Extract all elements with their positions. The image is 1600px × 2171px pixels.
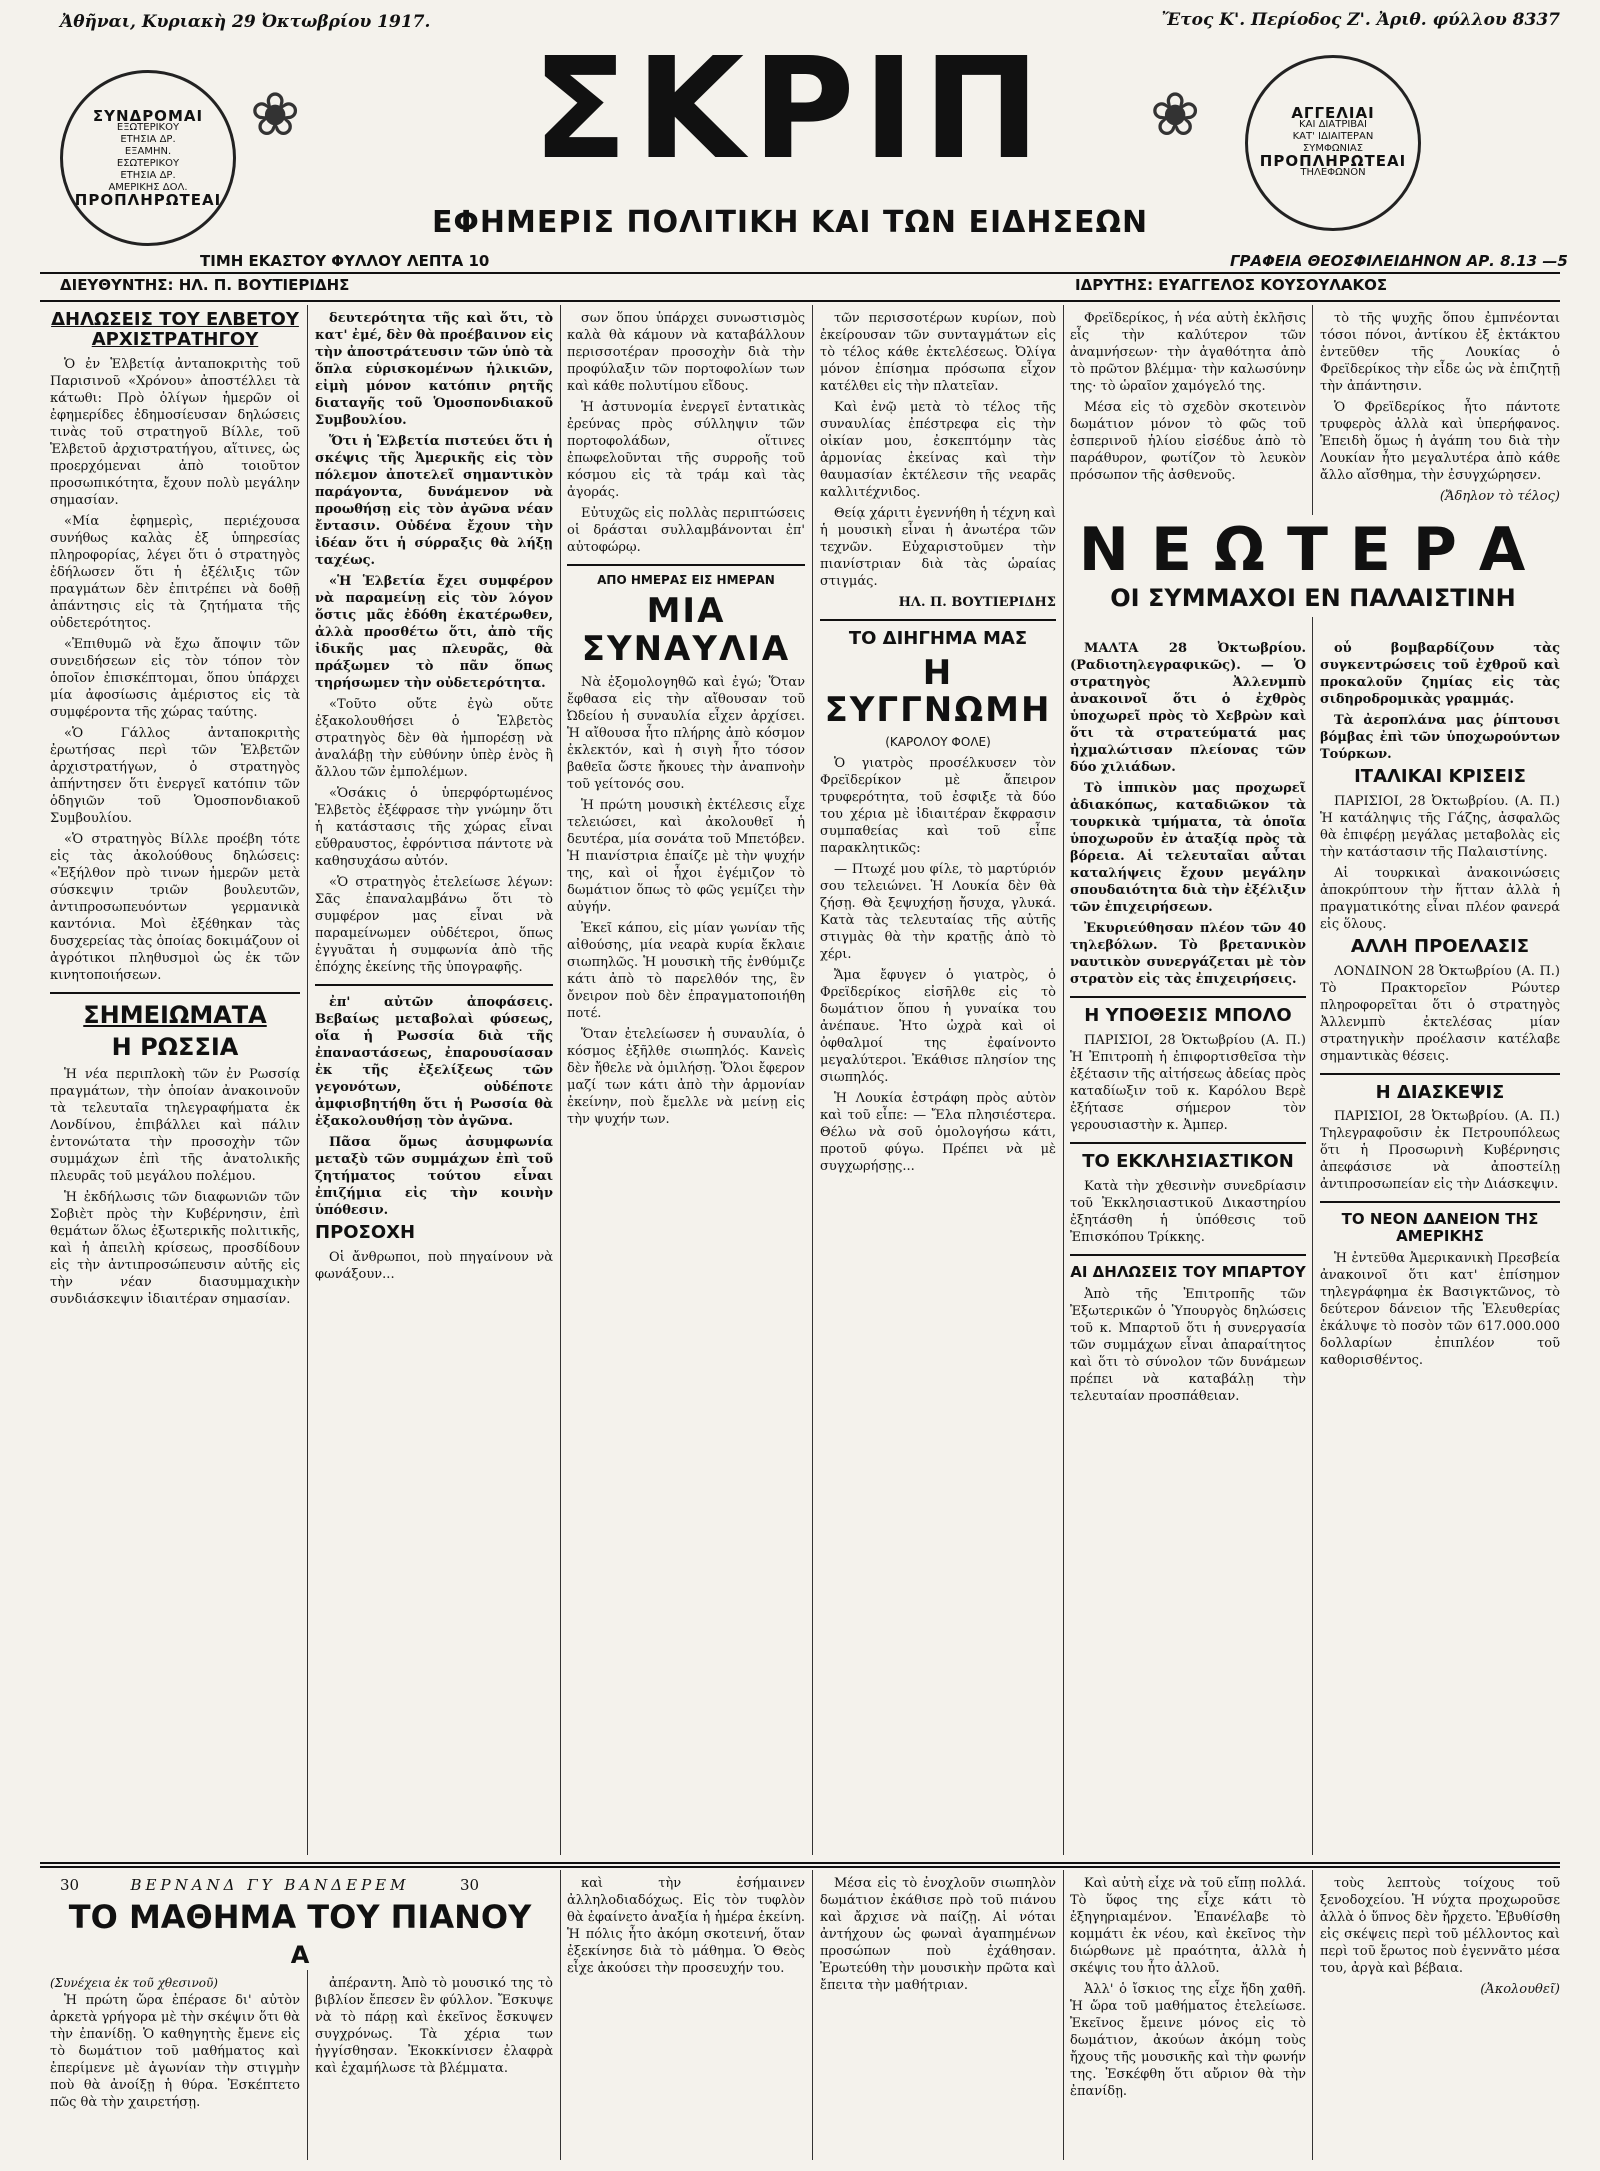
feuilleton-rule: [40, 1862, 1560, 1864]
column-rule: [307, 1970, 308, 2160]
newspaper-subtitle: ΕΦΗΜΕΡΙΣ ΠΟΛΙΤΙΚΗ ΚΑΙ ΤΩΝ ΕΙΔΗΣΕΩΝ: [431, 205, 1149, 240]
feuilleton-author: ΒΕΡΝΑΝΔ ΓΥ ΒΑΝΔΕΡΕΜ: [130, 1876, 410, 1894]
paragraph: Νὰ ἐξομολογηθῶ καὶ ἐγώ; Ὅταν ἔφθασα εἰς τὴν αἴθουσαν τοῦ Ὠδείου ἡ συναυλία εἶχεν ἀρχίσει. Ἡ αἴθουσα ἦτο πλήρης ἀπὸ κόσμον ἐκλεκτόν, καὶ ἡ σιγὴ ἦτο τόσον βαθεῖα ὥστε ἤκουες τὴν ἀναπνοὴν τοῦ γείτονός σου.: [567, 674, 805, 792]
paragraph: Ἐκυριεύθησαν πλέον τῶν 40 τηλεβόλων. Τὸ βρετανικὸν ναυτικὸν συνεργάζεται μὲ τὸν στρατὸν εἰς τὰς ἐπιχειρήσεις.: [1070, 921, 1306, 987]
feuilleton-column-5: [1070, 1875, 1306, 2160]
paragraph: Μέσα εἰς τὸ σχεδὸν σκοτεινὸν δωμάτιον μόνον τὸ φῶς τοῦ ἐσπερινοῦ ἡλίου εἰσέδυε ἀπὸ τὸ παράθυρον, φωτίζον τὸ λευκὸν πρόσωπον τῆς ἀσθενοῦς.: [1070, 400, 1306, 483]
paragraph: ΠΑΡΙΣΙΟΙ, 28 Ὀκτωβρίου (Α. Π.) Ἡ Ἐπιτροπὴ ἡ ἐπιφορτισθεῖσα τὴν ἐξέτασιν τῆς αἰτήσεως ἀδείας πρὸς καταδίωξιν τοῦ κ. Καρόλου Βερὲ ἐξήτασε σήμερον τὸν γερουσιαστὴν κ. Ἀμπερ.: [1070, 1032, 1306, 1133]
paragraph: ΠΑΡΙΣΙΟΙ, 28 Ὀκτωβρίου. (Α. Π.) Τηλεγραφοῦσιν ἐκ Πετρουπόλεως ὅτι ἡ Προσωρινὴ Κυβέρνησις ἀπεφάσισε νὰ ἀποστείλῃ ἀντιπροσωπείαν εἰς τὴν Διάσκεψιν.: [1320, 1109, 1560, 1193]
column-rule: [560, 1870, 561, 2160]
paragraph: Ἀλλ' ὁ ἴσκιος της εἶχε ἤδη χαθῆ. Ἡ ὥρα τοῦ μαθήματος ἐτελείωσε. Ἐκεῖνος ἔμεινε μόνος εἰς τὸ δωμάτιον, ἀκούων ἀκόμη τοὺς ἤχους τῆς μουσικῆς καὶ τὴν φωνήν της. Ἐσκέφθη ὅτι αὔριον θὰ τὴν ἐπανίδῃ.: [1070, 1982, 1306, 2099]
paragraph: «Ὁ στρατηγὸς Βίλλε προέβη τότε εἰς τὰς ἀκολούθους δηλώσεις: «Ἐξήλθον πρὸ τινων ἡμερῶν μετὰ σύσκεψιν τριῶν βουλευτῶν, ἀντιπροσωπευόντων γερμανικὰ καντόνια. Μοὶ ἐξέθηκαν τὰς δυσχερείας τὰς ὁποίας δοκιμάζουν οἱ ἀγρότικοι πληθυσμοὶ ὡς ἐκ τῶν κινητοποιήσεων.: [50, 831, 300, 983]
paragraph: Εὐτυχῶς εἰς πολλὰς περιπτώσεις οἱ δράσται συλλαμβάνονται ἐπ' αὐτοφώρῳ.: [567, 506, 805, 555]
feuilleton-column-3: [567, 1875, 805, 2160]
article-heading: ΟΙ ΣΥΜΜΑΧΟΙ ΕΝ ΠΑΛΑΙΣΤΙΝΗ: [1110, 584, 1516, 612]
paragraph: τὸ τῆς ψυχῆς ὅπου ἐμπνέονται τόσοι πόνοι, ἀντίκου ἐξ ἐκτάκτου ἐντεῦθεν τῆς Λουκίας ὁ Φρεϊδερίκος τὴν εἶδε ὡς νὰ ἐπιζητῇ τὴν ἀπάντησιν.: [1320, 311, 1560, 394]
paragraph: Ὁ Φρεϊδερίκος ἦτο πάντοτε τρυφερὸς ἀλλὰ καὶ ὑπερήφανος. Ἐπειδὴ ὅμως ἡ ἀγάπη του διὰ τὴν Λουκίαν ἦτο μεγαλυτέρα ἀπὸ κάθε ἄλλο αἴσθημα, τὴν ἐσυγχώρησεν.: [1320, 400, 1560, 483]
newspaper-title: ΣΚΡΙΠ: [532, 28, 1048, 191]
paragraph: Ὅταν ἐτελείωσεν ἡ συναυλία, ὁ κόσμος ἐξῆλθε σιωπηλός. Κανεὶς δὲν ἤθελε νὰ ὁμιλήσῃ. Ὅλοι ἔφερον μαζί των κάτι ἀπὸ τὴν ἁρμονίαν ἐκείνην, ποὺ ἔμελλε νὰ μείνῃ εἰς τὴν ψυχήν των.: [567, 1026, 805, 1127]
paragraph: «Ὁ Γάλλος ἀνταποκριτὴς ἐρωτήσας περὶ τῶν Ἑλβετῶν ἀρχιστρατήγων, ὁ στρατηγὸς ἀπήντησεν ὅτι ἐνεργεῖ κατόπιν τῶν ὁδηγιῶν τοῦ Ὁμοσπονδιακοῦ Συμβουλίου.: [50, 725, 300, 826]
seal-line: ΚΑΤ' ΙΔΙΑΙΤΕΡΑΝ: [1292, 131, 1374, 142]
paragraph: Καὶ ἐνῷ μετὰ τὸ τέλος τῆς συναυλίας ἐπέστρεφα εἰς τὴν οἰκίαν μου, ἐσκεπτόμην τὰς ἁρμονίας ἐκείνας καὶ τὴν θαυμασίαν ἐκτέλεσιν τῆς νεαρᾶς καλλιτέχνιδος.: [820, 400, 1056, 500]
column-rule: [1063, 1870, 1064, 2160]
seal-line: ΕΤΗΣΙΑ ΔΡ.: [120, 170, 176, 181]
paragraph: ΜΑΛΤΑ 28 Ὀκτωβρίου. (Ραδιοτηλεγραφικῶς). — Ὁ στρατηγὸς Ἀλλενμπὺ ἀνακοινοῖ ὅτι ὁ ἐχθρὸς ὑποχωρεῖ πρὸς τὸ Χεβρὼν καὶ ὅτι τὰ στρατεύματά μας ἠχμαλώτισαν πλείονας τῶν δύο χιλιάδων.: [1070, 641, 1306, 775]
feuilleton-title: ΤΟ ΜΑΘΗΜΑ ΤΟΥ ΠΙΑΝΟΥ: [68, 1898, 532, 1936]
paragraph: Ἡ ἐκδήλωσις τῶν διαφωνιῶν τῶν Σοβιὲτ πρὸς τὴν Κυβέρνησιν, ἐπὶ θεμάτων ὅλως ἐξωτερικῆς πολιτικῆς, καὶ ἡ ἀπειλὴ κρίσεως, προσδίδουν εἰς τὴν ἀντιπροσώπευσιν αὐτῆς εἰς τὴν νέαν διασυμμαχικὴν συνδιάσκεψιν ἰδιαιτέραν σημασίαν.: [50, 1190, 300, 1308]
continuation-note: (Ἀκολουθεῖ): [1480, 1982, 1560, 1997]
paragraph: Θείᾳ χάριτι ἐγεννήθη ἡ τέχνη καὶ ἡ μουσικὴ εἶναι ἡ ἀνωτέρα τῶν τεχνῶν. Εὐχαριστοῦμεν τὴν πιανίστριαν διὰ τὰς ὡραίας στιγμάς.: [820, 506, 1056, 589]
seal-line: ΑΓΓΕΛΙΑΙ: [1291, 104, 1375, 122]
paragraph: Ἡ νέα περιπλοκὴ τῶν ἐν Ρωσσίᾳ πραγμάτων, τὴν ὁποίαν ἀνακοινοῦν τὰ τελευταῖα τηλεγραφήματα ἐκ Λονδίνου, ἐπιβάλλει καὶ πάλιν ἐντονώτατα τὴν προσοχὴν τῶν συμμάχων ἐπὶ τῆς ἀνατολικῆς πλευρᾶς τοῦ μεγάλου πολέμου.: [50, 1067, 300, 1185]
seal-line: ΠΡΟΠΛΗΡΩΤΕΑΙ: [74, 191, 222, 209]
paragraph: Ἡ ἐντεῦθα Ἀμερικανικὴ Πρεσβεία ἀνακοινοῖ ὅτι κατ' ἐπίσημον τηλεγράφημα ἐκ Βασιγκτῶνος, τὸ δεύτερον δάνειον τῆς Ἐλευθερίας ἐκάλυψε τὸ ποσὸν τῶν 617.000.000 δολλαρίων ἐπιπλέον τοῦ καθορισθέντος.: [1320, 1251, 1560, 1369]
seal-line: ΑΜΕΡΙΚΗΣ ΔΟΛ.: [108, 182, 188, 193]
masthead-rule: [40, 272, 1560, 274]
feuilleton-part: Α: [290, 1941, 310, 1969]
paragraph: Τὰ ἀεροπλάνα μας ῥίπτουσι βόμβας ἐπὶ τῶν ὑποχωρούντων Τούρκων.: [1320, 713, 1560, 762]
paragraph: σων ὅπου ὑπάρχει συνωστισμὸς καλὰ θὰ κάμουν νὰ καταβάλλουν περισσοτέραν προσοχὴν διὰ τὴν προφύλαξιν τῶν πορτοφολίων των καὶ κάθε πολυτίμου εἴδους.: [567, 311, 805, 394]
paragraph: οὗ βομβαρδίζουν τὰς συγκεντρώσεις τοῦ ἐχθροῦ καὶ προκαλοῦν ζημίας εἰς τὰς σιδηροδρομικὰς γραμμάς.: [1320, 641, 1560, 707]
latest-news-banner: [1068, 515, 1558, 617]
paragraph: Ἄμα ἔφυγεν ὁ γιατρὸς, ὁ Φρεϊδερίκος εἰσῆλθε εἰς τὸ δωμάτιον ὅπου ἡ γυναίκα του ἀνέπαυε. Ἡτο ὠχρὰ καὶ οἱ ὀφθαλμοί της ἐφαίνοντο μεγαλύτεροι. Ἐκάθισε πλησίον της σιωπηλός.: [820, 967, 1056, 1085]
section-divider: [1320, 1073, 1560, 1075]
latest-news-heading: ΝΕΩΤΕΡΑ: [1078, 515, 1548, 585]
column-rule: [1312, 1870, 1313, 2160]
paragraph: Ὅτι ἡ Ἑλβετία πιστεύει ὅτι ἡ σκέψις τῆς Ἀμερικῆς εἰς τὸν πόλεμον ἀποτελεῖ σημαντικὸν παράγοντα, δυνάμενον νὰ προωθήσῃ εἰς τὸν ἀγῶνα νέαν ἔντασιν. Οὐδένα ἔχουν τὴν ἰδέαν ὅτι ἡ σύρραξις θὰ λήξῃ ταχέως.: [315, 434, 553, 568]
price-line: ΤΙΜΗ ΕΚΑΣΤΟΥ ΦΥΛΛΟΥ ΛΕΠΤΑ 10: [200, 252, 490, 270]
paragraph: «Ἡ Ἑλβετία ἔχει συμφέρον νὰ παραμείνῃ εἰς τὸν λόγον ὅστις μᾶς ἐδόθη ἑκατέρωθεν, ἀλλὰ προσθέτω ὅτι, ἀπὸ τῆς ἰδικῆς μας πλευρᾶς, θὰ πράξωμεν τὸ πᾶν ὅπως τηρήσωμεν τὴν οὐδετερότητα.: [315, 574, 553, 691]
paragraph: Κατὰ τὴν χθεσινὴν συνεδρίασιν τοῦ Ἐκκλησιαστικοῦ Δικαστηρίου ἐξητάσθη ἡ ὑπόθεσις τοῦ Ἐπισκόπου Τρίκκης.: [1070, 1178, 1306, 1245]
paragraph: Καὶ αὐτὴ εἶχε νὰ τοῦ εἴπῃ πολλά. Τὸ ὕφος της εἶχε κάτι τὸ ἐξηγηριαμένον. Ἐπανέλαβε τὸ κομμάτι ἐκ νέου, καὶ ἐκεῖνος τὴν διώρθωνε μὲ πραότητα, ἀλλὰ ἡ σκέψις του ἦτο ἀλλοῦ.: [1070, 1876, 1306, 1976]
director-line: ΔΙΕΥΘΥΝΤΗΣ: ΗΛ. Π. ΒΟΥΤΙΕΡΙΔΗΣ: [60, 276, 350, 294]
paragraph: «Μία ἐφημερὶς, περιέχουσα συνήθως καλὰς ἐξ ὑπηρεσίας πληροφορίας, λέγει ὅτι ὁ στρατηγὸς ἐδήλωσεν ὅτι ἡ ἐξέλιξις τῶν πραγμάτων δὲν ἐπιτρέπει νὰ δοθῇ ἀπάντησις εἰς τὰ ζητήματα τῆς οὐδετερότητος.: [50, 513, 300, 631]
article-heading: ΠΡΟΣΟΧΗ: [315, 1222, 416, 1243]
seal-line: ΣΥΜΦΩΝΙΑΣ: [1302, 143, 1364, 154]
ornament-right-icon: ❀: [1150, 80, 1201, 150]
section-divider: [820, 619, 1056, 621]
seal-line: ΕΣΩΤΕΡΙΚΟΥ: [116, 158, 180, 169]
paragraph: Φρεϊδερίκος, ἡ νέα αὐτὴ ἐκλῆσις εἶς τὴν καλύτερον τῶν ἀναμνήσεων· τὴν ἀγαθότητα ἀπὸ τὸ πρῶτον βλέμμα· τὴν καλωσύνην της· τὸ ὡραῖον χαμόγελό της.: [1070, 311, 1306, 394]
paragraph: «Ἐπιθυμῶ νὰ ἔχω ἄποψιν τῶν συνειδήσεων εἰς τὸν τόπον τὸν ὁποῖον ἐπισκέπτομαι, ὅπου ὑπάρχει μία ἀφοσίωσις ἀμέριστος εἰς τὰ συμφέροντα τῆς χώρας ταύτης.: [50, 636, 300, 720]
column-2: [315, 310, 553, 1855]
article-heading: ΙΤΑΛΙΚΑΙ ΚΡΙΣΕΙΣ: [1354, 766, 1526, 787]
article-heading: Η ΥΠΟΘΕΣΙΣ ΜΠΟΛΟ: [1084, 1005, 1292, 1026]
continuation-note: (Ἄδηλον τὸ τέλος): [1439, 489, 1560, 504]
section-heading: ΤΟ ΔΙΗΓΗΜΑ ΜΑΣ: [848, 628, 1028, 649]
founder-line: ΙΔΡΥΤΗΣ: ΕΥΑΓΓΕΛΟΣ ΚΟΥΣΟΥΛΑΚΟΣ: [1075, 276, 1388, 294]
column-4: [820, 310, 1056, 1855]
article-heading: ΤΟ ΕΚΚΛΗΣΙΑΣΤΙΚΟΝ: [1082, 1150, 1294, 1172]
article-heading: Η ΣΥΓΓΝΩΜΗ: [824, 652, 1052, 731]
article-heading: ΑΛΛΗ ΠΡΟΕΛΑΣΙΣ: [1350, 935, 1530, 957]
section-divider: [50, 992, 300, 994]
paragraph: Ἡ ἀστυνομία ἐνεργεῖ ἐντατικὰς ἐρεύνας πρὸς σύλληψιν τῶν πορτοφολάδων, οἵτινες ἐπωφελοῦνται τῆς συρροῆς τοῦ κόσμου εἰς τὰ τράμ καὶ τὰς ἀγοράς.: [567, 400, 805, 500]
paragraph: καὶ τὴν ἐσήμαινεν ἀλληλοδιαδόχως. Εἰς τὸν τυφλὸν θὰ ἐφαίνετο ἀναξία ἡ ἡμέρα ἐκείνη. Ἡ πόλις ἦτο ἀκόμη σκοτεινή, ὅταν ἐξεκίνησε διὰ τὸ μάθημα. Ὁ Θεὸς εἶχε ἀκούσει τὴν προσευχήν του.: [567, 1876, 805, 1976]
author-signature: ΗΛ. Π. ΒΟΥΤΙΕΡΙΔΗΣ: [898, 595, 1056, 610]
byline: (ΚΑΡΟΛΟΥ ΦΟΛΕ): [885, 734, 991, 749]
section-heading: ΣΗΜΕΙΩΜΑΤΑ: [83, 1000, 267, 1029]
paragraph: Αἱ τουρκικαὶ ἀνακοινώσεις ἀποκρύπτουν τὴν ἥτταν ἀλλὰ ἡ πραγματικότης εἶναι πλέον φανερά εἰς ὅλους.: [1320, 865, 1560, 932]
section-divider: [1070, 996, 1306, 998]
column-rule: [1063, 305, 1064, 1855]
feuilleton-column-1: [50, 1975, 300, 2160]
ornament-left-icon: ❀: [250, 80, 301, 150]
subscriptions-seal: [60, 70, 236, 246]
paragraph: ΠΑΡΙΣΙΟΙ, 28 Ὀκτωβρίου. (Α. Π.) Ἡ κατάληψις τῆς Γάζης, ἀσφαλῶς θὰ ἐπιφέρῃ μεγάλας μεταβολὰς εἰς τὴν κατάστασιν τῆς Παλαιστίνης.: [1320, 793, 1560, 860]
section-divider: [315, 984, 553, 986]
seal-line: ΕΤΗΣΙΑ ΔΡ.: [120, 134, 176, 145]
seal-line: ΤΗΛΕΦΩΝΟΝ: [1300, 167, 1366, 178]
column-6: [1320, 640, 1560, 1855]
masthead-rule-lower: [40, 300, 1560, 302]
paragraph: — Πτωχέ μου φίλε, τὸ μαρτύριόν σου τελειώνει. Ἡ Λουκία δὲν θὰ ζήσῃ. Θὰ ξεψυχήσῃ ἤσυχα, γλυκά. Κατὰ τὰς τελευταίας τῆς αὐτῆς στιγμὰς θὰ τὴν κρατῇς ἀπὸ τὸ χέρι.: [820, 861, 1056, 962]
column-rule: [812, 305, 813, 1855]
section-heading: ΑΠΟ ΗΜΕΡΑΣ ΕΙΣ ΗΜΕΡΑΝ: [597, 573, 775, 587]
seal-line: ΕΞΑΜΗΝ.: [124, 146, 172, 157]
column-rule: [812, 1870, 813, 2160]
paragraph: δευτερότητα τῆς καὶ ὅτι, τὸ κατ' ἐμέ, δὲν θὰ προέβαινον εἰς τὴν ἀποστράτευσιν τῶν ὑπὸ τὰ ὅπλα εὑρισκομένων ἡλικιῶν, εἰμὴ μόνον κατόπιν ρητῆς διαταγῆς τοῦ Ὁμοσπονδιακοῦ Συμβουλίου.: [315, 311, 553, 428]
column-5-news: [1070, 640, 1306, 1855]
paragraph: Μέσα εἰς τὸ ἐνοχλοῦν σιωπηλὸν δωμάτιον ἐκάθισε πρὸ τοῦ πιάνου καὶ ἄρχισε νὰ παίζῃ. Αἱ νόται ἀντήχουν ὡς φωναὶ ἀγαπημένων προσώπων ποὺ ἐχάθησαν. Ἐρωτεύθη τὴν μουσικὴν πρῶτα καὶ ἔπειτα τὴν μαθήτριαν.: [820, 1876, 1056, 1993]
section-divider: [1070, 1142, 1306, 1144]
paragraph: Ἐκεῖ κάπου, εἰς μίαν γωνίαν τῆς αἰθούσης, μία νεαρὰ κυρία ἔκλαιε σιωπηλῶς. Ἡ μουσικὴ τῆς ἐνθύμιζε κάτι ἀπὸ τὸ παρελθόν της, ἓν ὄνειρον ποὺ δὲν ἐπραγματοποιήθη ποτέ.: [567, 920, 805, 1021]
article-heading: ΑΙ ΔΗΛΩΣΕΙΣ ΤΟΥ ΜΠΑΡΤΟΥ: [1070, 1262, 1306, 1281]
offices-line: ΓΡΑΦΕΙΑ ΘΕΟΣΦΙΛΕΙΔΗΝΟΝ ΑΡ. 8.13 —5: [1230, 252, 1568, 270]
feuilleton-number: 30: [460, 1876, 480, 1894]
masthead-date: Ἀθῆναι, Κυριακὴ 29 Ὀκτωβρίου 1917.: [60, 12, 431, 32]
column-rule: [307, 305, 308, 1855]
seal-line: ΚΑΙ ΔΙΑΤΡΙΒΑΙ: [1299, 119, 1367, 130]
continuation-note: (Συνέχεια ἐκ τοῦ χθεσινοῦ): [50, 1976, 218, 1990]
paragraph: ΛΟΝΔΙΝΟΝ 28 Ὀκτωβρίου (Α. Π.) Τὸ Πρακτορεῖον Ρώυτερ πληροφορεῖται ὅτι ὁ στρατηγὸς Ἀλλενμπὺ ἐκτελέσας μίαν στρατηγικὴν προέλασιν κατέλαβε σημαντικὰς θέσεις.: [1320, 963, 1560, 1064]
section-divider: [1070, 1254, 1306, 1256]
feuilleton-number: 30: [60, 1876, 80, 1894]
seal-line: ΕΞΩΤΕΡΙΚΟΥ: [116, 122, 180, 133]
paragraph: Οἱ ἄνθρωποι, ποὺ πηγαίνουν νὰ φωνάξουν...: [315, 1249, 553, 1282]
paragraph: «Ὁ στρατηγὸς ἐτελείωσε λέγων: Σᾶς ἐπαναλαμβάνω ὅτι τὸ συμφέρον μας εἶναι νὰ παραμείνωμεν οὐδέτεροι, ὅπως ἐγγυᾶται ἡ συμφωνία ἀπὸ τῆς ἐπόχης ἐκείνης τῆς ὑπογραφῆς.: [315, 875, 553, 975]
paragraph: Ὁ γιατρὸς προσέλκυσεν τὸν Φρεϊδερίκον μὲ ἄπειρον τρυφερότητα, τοῦ ἐσφιξε τὰ δύο του χέρια μὲ ἰδιαιτέραν ἔκφρασιν συμπαθείας καὶ τοῦ εἶπε παρακλητικῶς:: [820, 755, 1056, 856]
column-1: [50, 310, 300, 1855]
seal-line: ΣΥΝΔΡΟΜΑΙ: [92, 107, 204, 125]
paragraph: Ἡ Λουκία ἐστράφη πρὸς αὐτὸν καὶ τοῦ εἶπε: — Ἔλα πλησιέστερα. Θέλω νὰ σοῦ ὁμολογήσω κάτι, προτοῦ φύγω. Πρέπει νὰ μὲ συγχωρήσῃς...: [820, 1090, 1056, 1174]
article-heading: ΜΙΑ ΣΥΝΑΥΛΙΑ: [581, 591, 791, 669]
paragraph: τῶν περισσοτέρων κυρίων, ποὺ ἐκείρουσαν τῶν συνταγμάτων εἰς τὸ τέλος κάθε ἐκτελέσεως. Ὀλίγα μόνον ἐπίσημα πρόσωπα εἶχον κατέλθει εἰς τὴν πλατεῖαν.: [820, 311, 1056, 394]
paragraph: Τὸ ἱππικὸν μας προχωρεῖ ἀδιακόπως, καταδιῶκον τὰ τουρκικὰ τμήματα, τὰ ὁποῖα ὑποχωροῦν ἐν ἀταξίᾳ πρὸς τὰ βόρεια. Αἱ τελευταῖαι αὗται καταλήψεις ἔχουν μεγάλην σπουδαιότητα διὰ τὴν ἐξέλιξιν τῶν ἐπιχειρήσεων.: [1070, 781, 1306, 915]
seal-line: ΠΡΟΠΛΗΡΩΤΕΑΙ: [1259, 152, 1407, 170]
article-heading: Η ΔΙΑΣΚΕΨΙΣ: [1375, 1081, 1505, 1103]
section-divider: [1320, 1201, 1560, 1203]
article-heading: ΤΟ ΝΕΟΝ ΔΑΝΕΙΟΝ ΤΗΣ ΑΜΕΡΙΚΗΣ: [1341, 1210, 1539, 1245]
paragraph: Ἡ πρώτη μουσικὴ ἐκτέλεσις εἶχε τελειώσει, καὶ ἀκολουθεῖ ἡ δευτέρα, μία σονάτα τοῦ Μπετόβεν. Ἡ πιανίστρια ἐπαίζε μὲ τὴν ψυχήν της, καὶ οἱ ἦχοι ἐγέμιζον τὸ δωμάτιον ὅπως τὸ φῶς γεμίζει τὴν αὐγήν.: [567, 797, 805, 915]
paragraph: Πᾶσα ὅμως ἀσυμφωνία μεταξὺ τῶν συμμάχων ἐπὶ τοῦ ζητήματος τούτου εἶναι ἐπιζήμια εἰς τὴν κοινὴν ὑπόθεσιν.: [315, 1135, 553, 1218]
paragraph: ἀπέραντη. Ἀπὸ τὸ μουσικό της τὸ βιβλίον ἔπεσεν ἓν φύλλον. Ἔσκυψε νὰ τὸ πάρῃ καὶ ἐκεῖνος ἔσκυψεν συγχρόνως. Τὰ χέρια των ἠγγίσθησαν. Ἐκοκκίνισεν ἐλαφρὰ καὶ ἐχαμήλωσε τὰ βλέμματα.: [315, 1976, 553, 2076]
section-divider: [567, 564, 805, 566]
article-heading: Η ΡΩΣΣΙΑ: [111, 1032, 239, 1061]
ads-seal: [1245, 55, 1421, 231]
paragraph: ἐπ' αὐτῶν ἀποφάσεις. Βεβαίως μεταβολαὶ φύσεως, οἵα ἡ Ρωσσία διὰ τῆς ἐπαναστάσεως, ἐπαρουσίασαν ἐκ τῆς ἐξελίξεως τῶν γεγονότων, οὐδέποτε ἀμφισβητήθη ὅτι ἡ Ρωσσία θὰ ἐξακολουθήσῃ τὸν ἀγῶνα.: [315, 995, 553, 1129]
article-heading: ΔΗΛΩΣΕΙΣ ΤΟΥ ΕΛΒΕΤΟΥ ΑΡΧΙΣΤΡΑΤΗΓΟΥ: [51, 310, 299, 350]
feuilleton-rule-double: [40, 1866, 1560, 1868]
feuilleton-column-6: [1320, 1875, 1560, 2160]
paragraph: «Τοῦτο οὔτε ἐγὼ οὔτε ἐξακολουθήσει ὁ Ἑλβετὸς στρατηγὸς δὲν θὰ ἠμπορέσῃ νὰ ἀναλάβῃ τὴν εὐθύνην ὑπὲρ ἑνὸς ἢ ἄλλου τῶν ἐμπολέμων.: [315, 697, 553, 780]
masthead-issue: Ἔτος Κ'. Περίοδος Ζ'. Ἀριθ. φύλλου 8337: [1161, 10, 1560, 30]
column-rule: [560, 305, 561, 1855]
paragraph: τοὺς λεπτοὺς τοίχους τοῦ ξενοδοχείου. Ἡ νύχτα προχωροῦσε ἀλλὰ ὁ ὕπνος δὲν ἤρχετο. Ἐβυθίσθη εἰς σκέψεις περὶ τοῦ μέλλοντος καὶ περὶ τοῦ ἔρωτος ποὺ ἐγεννᾶτο μέσα του, ἀργὰ καὶ βέβαια.: [1320, 1876, 1560, 1976]
paragraph: Ἡ πρώτη ὥρα ἐπέρασε δι' αὐτὸν ἀρκετὰ γρήγορα μὲ τὴν σκέψιν ὅτι θὰ τὴν ἐπανίδῃ. Ὁ καθηγητὴς ἔμενε εἰς τὸ δωμάτιον τοῦ μαθήματος καὶ ἐπερίμενε μὲ ἀγωνίαν τὴν στιγμὴν ποὺ θὰ ἀνοίξῃ ἡ θύρα. Ἐσκέπτετο πῶς θὰ τὴν χαιρετήσῃ.: [50, 1993, 300, 2110]
feuilleton-column-4: [820, 1875, 1056, 2160]
paragraph: Ἀπὸ τῆς Ἐπιτροπῆς τῶν Ἐξωτερικῶν ὁ Ὑπουργὸς δηλώσεις τοῦ κ. Μπαρτοῦ ὅτι ἡ συνεργασία τῶν συμμάχων εἶναι ἀπαραίτητος καὶ ὅτι τὸ σύνολον τῶν δυνάμεων πρέπει νὰ καταβάλῃ τὴν τελευταίαν προσπάθειαν.: [1070, 1287, 1306, 1405]
paragraph: «Ὁσάκις ὁ ὑπερφόρτωμένος Ἑλβετὸς ἐξέφρασε τὴν γνώμην ὅτι ἡ κατάστασις τῆς χώρας εἶναι εὔθραυστος, ἐφρόντισα πάντοτε νὰ καθησυχάσω αὐτόν.: [315, 786, 553, 869]
paragraph: Ὁ ἐν Ἑλβετίᾳ ἀνταποκριτὴς τοῦ Παρισινοῦ «Χρόνου» ἀποστέλλει τὰ κάτωθι: Πρὸ ὀλίγων ἡμερῶν οἱ ἐφημερίδες ἐδημοσίευσαν δηλώσεις τινὰς τοῦ στρατηγοῦ Βίλλε, τοῦ Ἑλβετοῦ ἀρχιστρατήγου, αἵτινες, ὡς προερχόμεναι ἀπὸ τοιοῦτον προσωπικότητα, ἔχουν πολὺ μεγάλην σημασίαν.: [50, 356, 300, 508]
column-3: [567, 310, 805, 1855]
column-6-top: [1320, 310, 1560, 515]
feuilleton-column-2: [315, 1975, 553, 2160]
